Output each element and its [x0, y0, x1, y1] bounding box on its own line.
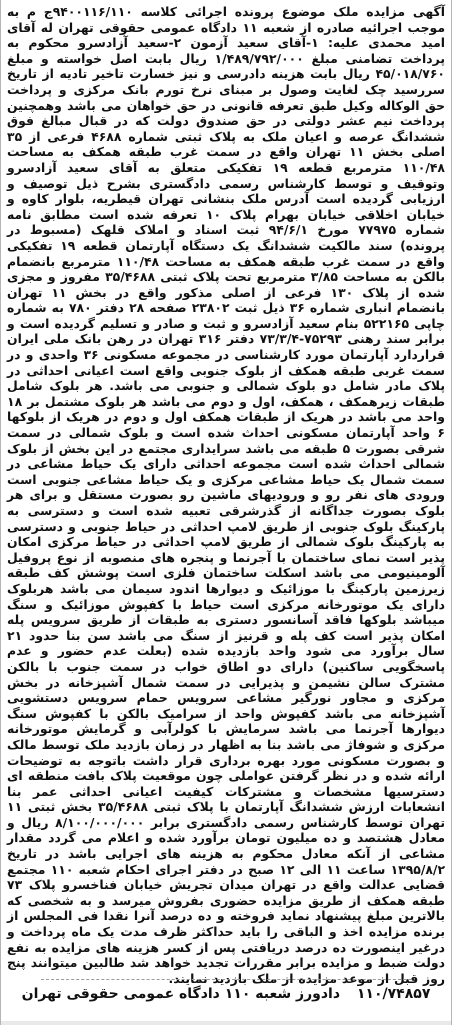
footer-divider [41, 979, 411, 980]
footer-office-name: دادورز شعبه ۱۱۰ دادگاه عمومی حقوقی تهران [21, 986, 341, 1002]
page-edge [1, 1021, 451, 1025]
footer-reference-number: ۱۱۰/۷۴۸۵۷ [356, 986, 431, 1002]
notice-body: آگهی مزایده ملک موضوع پرونده اجرائی کلاسه ۹۴۰۰۱۱۶/۱۱۰ج م به موجب اجرائیه صادره از شعبه ۱۱ دادگاه عمومی حقوقی تهران له آقای امید محمدی علیه: ۱-آقای سعید آزمون ۲-سعید آزادسرو محکوم به پرداخت تضامنی مبلغ ۱/۴۸۹/۷۹۲/۰۰۰ ریال بابت اصل خواسته و مبلغ ۴۵/۰۱۸/۷۶۰ ریال بابت هزینه دادرسی و نیز خسارت تاخیر تادیه از تاریخ سررسید چک لغایت وصول بر مبنای نرخ تورم بانک مرکزی و پرداخت حق الوکاله وکیل طبق تعرفه قانونی در حق خواهان می باشد وهمچنین پرداخت نیم عشر دولتی در حق صندوق دولت که در قبال مبالغ فوق ششدانگ عرصه و اعیان ملک به پلاک ثبتی شماره ۴۶۸۸ فرعی از ۳۵ اصلی بخش ۱۱ تهران واقع در سمت غرب طبقه همکف به مساحت ۱۱۰/۴۸ مترمربع قطعه ۱۹ تفکیکی متعلق به آقای سعید آزادسرو وتوقیف و توسط کارشناس رسمی دادگستری بشرح ذیل توصیف و ارزیابی گردیده است آدرس ملک بنشانی تهران قیطریه، بلوار کاوه و خیابان اخلاقی خیابان بهرام پلاک ۱۰ تعرفه شده است مطابق نامه شماره ۷۷۹۷۵ مورخ ۹۴/۶/۱ ثبت اسناد و املاک قلهک (مسبوط در پرونده) سند مالکیت ششدانگ یک دستگاه آپارتمان قطعه ۱۹ تفکیکی واقع در سمت غرب طبقه همکف به مساحت ۱۱۰/۴۸ مترمربع بانضمام بالکن به مساحت ۳/۸۵ مترمربع تحت پلاک ثبتی ۳۵/۴۶۸۸ مفروز و مجزی شده از پلاک ۱۳۰ فرعی از اصلی مذکور واقع در بخش ۱۱ تهران بانضمام انباری شماره ۳۶ ذیل ثبت ۲۳۸۰۲ صفحه ۲۸ دفتر ۷۸۰ به شماره چاپی ۵۲۲۱۶۵ بنام سعید آزادسرو و ثبت و صادر و تسلیم گردیده است و برابر سند رهنی ۷۵۲۹۳-۷۳/۳/۴ دفتر ۳۱۶ تهران در رهن بانک ملی ایران قراردارد آپارتمان مورد کارشناسی در مجموعه مسکونی ۳۶ واحدی و در سمت غربی طبقه همکف از بلوک جنوبی واقع است اعیانی احداثی در پلاک مادر شامل دو بلوک شمالی و جنوبی می باشد. هر بلوک شامل طبقات زیرهمکف ، همکف، اول و دوم می باشد هر بلوک مشتمل بر ۱۸ واحد می باشد در هریک از طبقات همکف اول و دوم در هریک از بلوکها ۶ واحد آپارتمان مسکونی احداث شده است و بلوک شمالی در سمت شرقی بصورت ۵ طبقه می باشد سرایداری مجتمع در این بخش از بلوک شمالی احداث شده است مجموعه احداثی دارای یک حیاط مشاعی در سمت شمال یک حیاط مشاعی مرکزی و یک حیاط مشاعی جنوبی است ورودی های نفر رو و ورودیهای ماشین رو بصورت مستقل و برای هر بلوک بصورت جداگانه از گذرشرقی تعبیه شده است و دسترسی به پارکینگ بلوک جنوبی از طریق لامپ احداثی در حیاط جنوبی و دسترسی به پارکینگ بلوک شمالی از طریق لامپ احداثی در حیاط مرکزی امکان پذیر است نمای ساختمان با آجرنما و پنجره های منصوبه از نوع پروفیل آلومینیومی می باشد اسکلت ساختمان فلزی است پوشش کف طبقه زیرزمین پارکینگ با موزائیک و دیوارها اندود سیمان می باشد هربلوک دارای یک موتورخانه مرکزی است حیاط با کفپوش موزائیک و سنگ میباشد بلوکها فاقد آسانسور دستری به طبقات از طریق سرویس پله امکان پذیر است کف پله و قرنیز از سنگ می باشد سن بنا حدود ۲۱ سال برآورد می شود واحد بازدیده شده (بعلت عدم حضور و عدم پاسخگویی ساکنین) دارای دو اطاق خواب در سمت جنوب با بالکن مشترک سالن نشیمن و پذیرایی در سمت شمال آشپزخانه در بخش مرکزی و مجاور نورگیر مشاعی سرویس حمام سرویس دستشویی آشپزخانه می باشد کفپوش واحد از سرامیک بالکن با کفپوش سنگ دیوارها آجرنما می باشد سرمایش با کولرآبی و گرمایش موتورخانه مرکزی و شوفاژ می باشد بنا به اظهار در زمان بازدید ملک توسط مالک و بصورت مسکونی مورد بهره برداری قرار داشت باتوجه به توضیحات ارائه شده و در نظر گرفتن عواملی چون موقعیت پلاک بافت منطقه ای دسترسیها مشخصات و مشترکات کیفیت اعیانی احداثی عمر بنا انشعابات ارزش ششدانگ آپارتمان با پلاک ثبتی ۳۵/۴۶۸۸ بخش ثبتی ۱۱ تهران توسط کارشناس رسمی دادگستری برابر ۸/۱۰۰/۰۰۰/۰۰۰ ریال و معادل هشتصد و ده میلیون تومان برآورد شده و اعلام می گردد مقدار مشاعی از آنکه معادل محکوم به هزینه های اجرایی باشد در تاریخ ۱۳۹۵/۸/۲ ساعت ۱۱ الی ۱۲ صبح در دفتر اجرای احکام شعبه ۱۱۰ مجتمع قضایی عدالت واقع در تهران میدان تجریش خیابان فناخسرو پلاک ۷۳ طبقه همکف از طریق مزایده حضوری بفروش میرسد و به شخصی که بالاترین مبلغ پیشنهاد نماید فروخته و ده درصد آنرا نقدا فی المجلس از برنده مزایده اخذ و الباقی را باید حداکثر ظرف مدت یک ماه پرداخت و درغیر اینصورت ده درصد دریافتی پس از کسر هزینه های مزایده به نفع دولت ضبط و مزایده برابر مقررات تجدید خواهد شد طالبین میتوانند پنج روز قبل از موعد مزایده از ملک بازدید نمایند. [7, 4, 446, 986]
notice-footer [1, 986, 451, 1008]
